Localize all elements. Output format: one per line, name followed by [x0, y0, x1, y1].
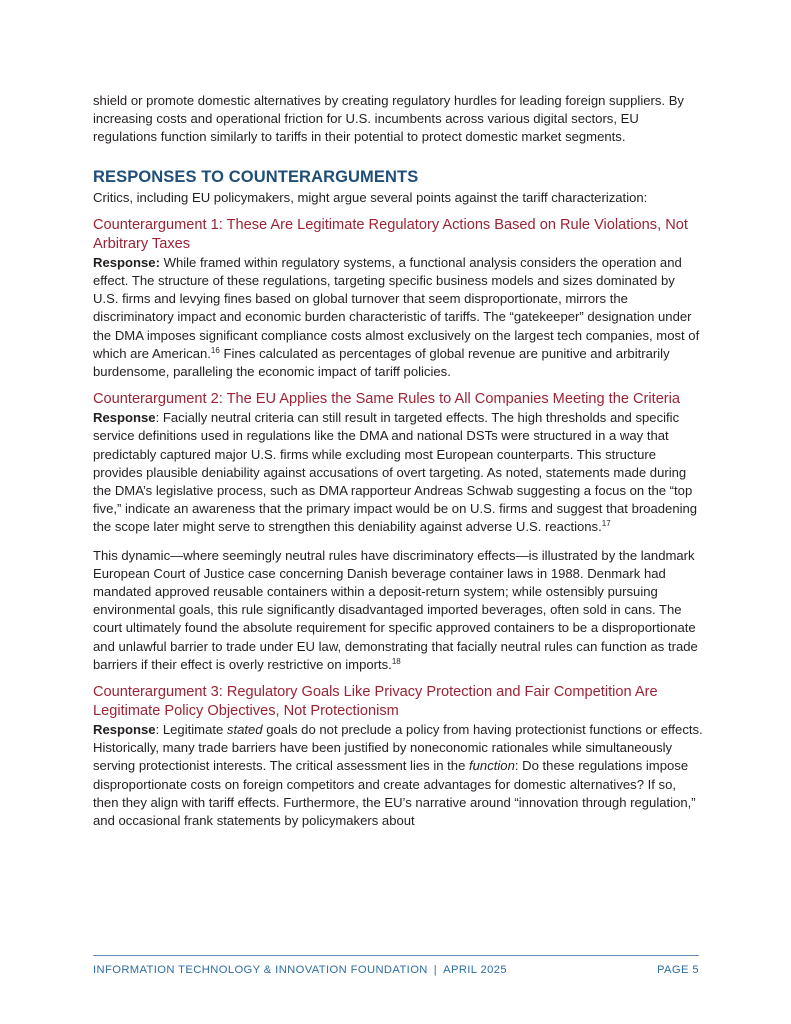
response-text: : Facially neutral criteria can still result in targeted effects. The high thresholds and specific service definitions used in regulations like the DMA and national DSTs were structured in a way that predictably captured major U.S. firms while excluding most European counterparts. This structure provides plausible deniability against accusations of overt targeting. As noted, statements made during the DMA’s legislative process, such as DMA rapporteur Andreas Schwab suggesting a focus on the “top five,” indicate an awareness that the primary impact would be on U.S. firms and suggest that broadening the scope later might serve to strengthen this deniability against adverse U.S. reactions.	[93, 410, 698, 535]
response-label: Response	[93, 410, 156, 426]
response-text: While framed within regulatory systems, a functional analysis considers the operation and effect. The structure of these regulations, targeting specific business models and sizes dominated by U.S. firms and levying fines based on global turnover that seem disproportionate, mirrors the discriminatory impact and economic burden characteristic of tariffs. The “gatekeeper” designation under the DMA imposes significant compliance costs almost exclusively on the largest tech companies, most of which are American.	[93, 254, 700, 361]
counterargument-1-response	[93, 254, 703, 381]
counterargument-3-response	[93, 721, 703, 830]
paragraph-text: This dynamic—where seemingly neutral rules have discriminatory effects—is illustrated by the landmark European Court of Justice case concerning Danish beverage container laws in 1988. Denmark had mandated approved reusable containers within a deposit-return system; while ostensibly pursuing environmental goals, this rule significantly disadvantaged imported beverages, often sold in cans. The court ultimately found the absolute requirement for specific approved containers to be a disproportionate and unlawful barrier to trade under EU law, demonstrating that facially neutral rules can function as trade barriers if their effect is overly restrictive on imports.	[93, 547, 698, 672]
response-text: : Do these regulations impose disproportionate costs on foreign competitors and create advantages for domestic alternatives? If so, then they align with tariff effects. Furthermore, the EU’s narrative around “innovation through regulation,” and occasional frank statements by policymakers about	[93, 758, 696, 829]
section-intro: Critics, including EU policymakers, might argue several points against the tariff characterization:	[93, 189, 648, 205]
response-label: Response:	[93, 254, 160, 270]
footnote-ref: 17	[601, 519, 611, 529]
counterargument-1-title: Counterargument 1: These Are Legitimate Regulatory Actions Based on Rule Violations, Not Arbitrary Taxes	[93, 216, 688, 252]
response-text: goals do not preclude a policy from having protectionist functions or effects. Historically, many trade barriers have been justified by noneconomic rationales while simultaneously serving protectionist interests. The critical assessment lies in the	[93, 722, 703, 774]
footer-date: APRIL 2025	[443, 964, 508, 976]
footnote-ref: 18	[391, 656, 401, 666]
footer-separator: |	[433, 964, 438, 976]
danish-case-paragraph	[93, 547, 703, 674]
page-body	[93, 92, 703, 830]
emphasis-function: function	[469, 758, 515, 774]
footnote-ref: 16	[210, 345, 220, 355]
counterargument-2-response	[93, 409, 703, 536]
section-heading: RESPONSES TO COUNTERARGUMENTS	[93, 167, 419, 186]
page-number: PAGE 5	[657, 964, 699, 976]
emphasis-stated: stated	[226, 722, 263, 738]
response-text: : Legitimate	[155, 722, 227, 738]
response-label: Response	[93, 722, 156, 738]
counterargument-3-title: Counterargument 3: Regulatory Goals Like Privacy Protection and Fair Competition Are Legitimate Policy Objectives, Not Protectionism	[93, 684, 658, 720]
footer-left	[93, 964, 507, 976]
intro-paragraph: shield or promote domestic alternatives by creating regulatory hurdles for leading foreign suppliers. By increasing costs and operational friction for U.S. incumbents across various digital sectors, EU regulations function similarly to tariffs in their potential to protect domestic market segments.	[93, 93, 684, 145]
response-text-continued: Fines calculated as percentages of global revenue are punitive and arbitrarily burdensome, paralleling the economic impact of tariff policies.	[93, 345, 670, 380]
page-footer	[93, 955, 699, 976]
footer-org: INFORMATION TECHNOLOGY & INNOVATION FOUNDATION	[93, 964, 428, 976]
counterargument-2-title: Counterargument 2: The EU Applies the Same Rules to All Companies Meeting the Criteria	[93, 391, 681, 408]
